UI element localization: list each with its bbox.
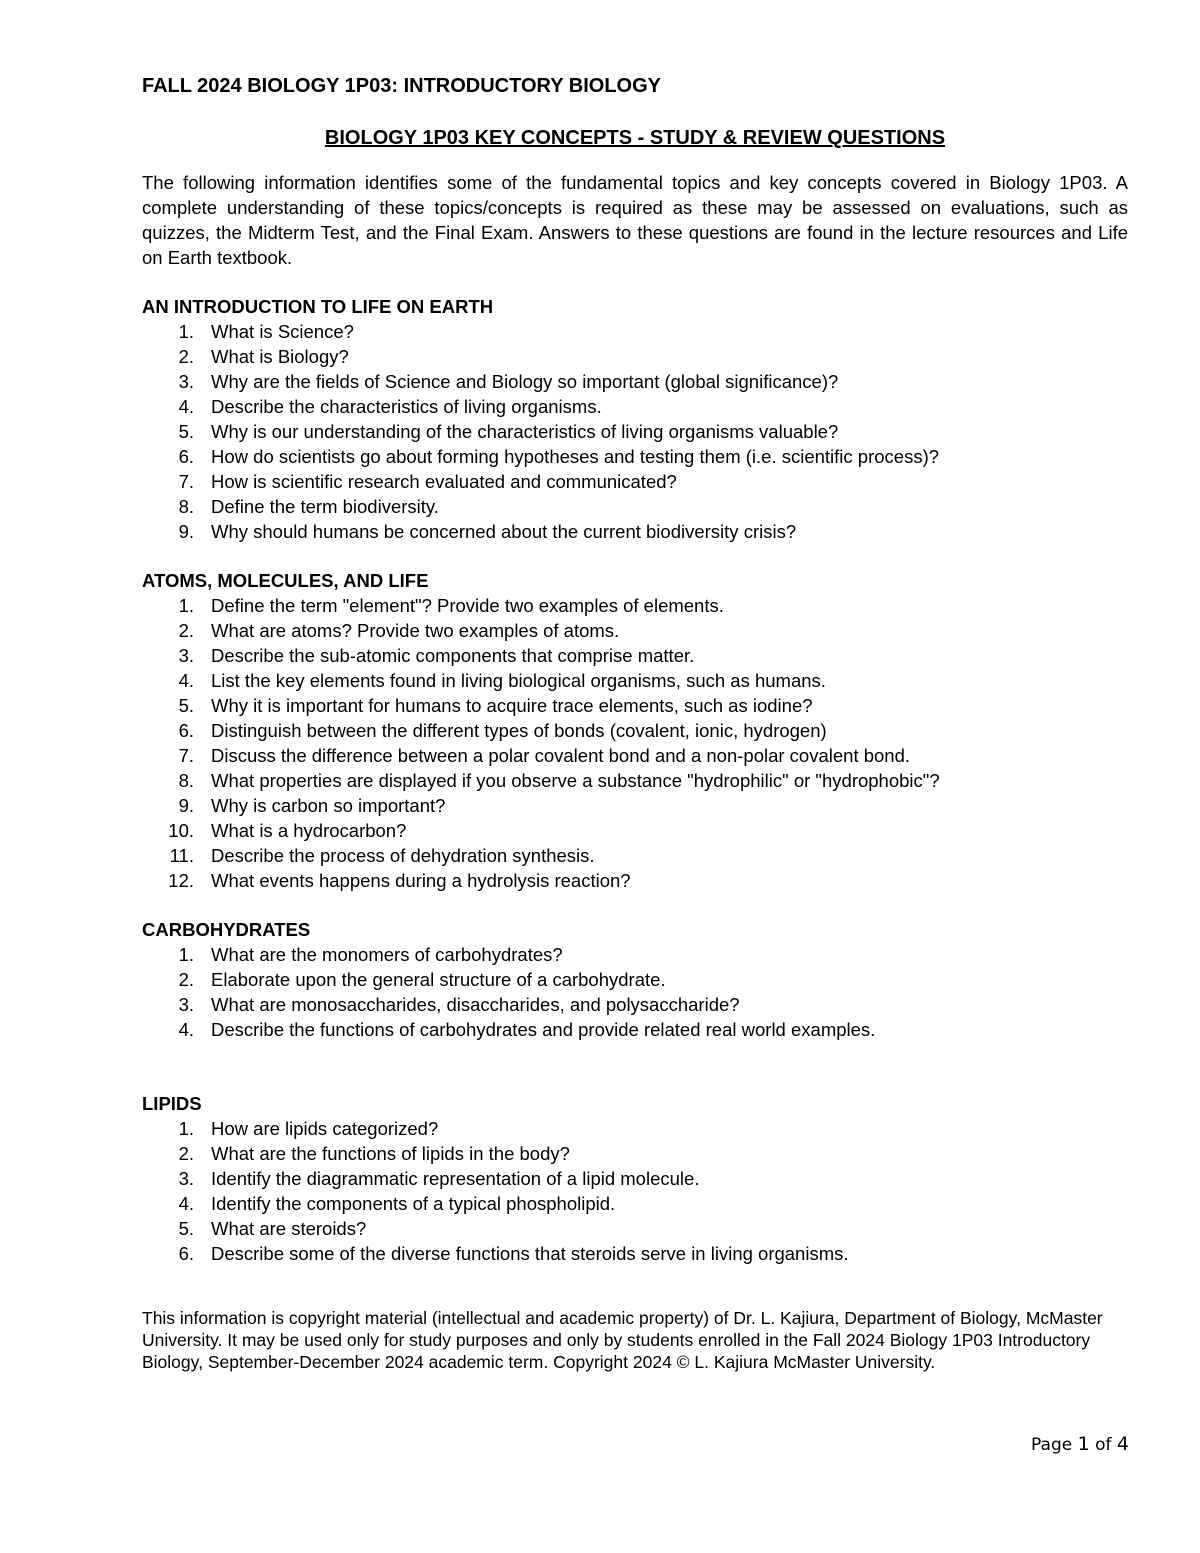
list-item	[142, 693, 1128, 718]
question-number: 10.	[168, 820, 194, 841]
question-text: Why is our understanding of the characteristics of living organisms valuable?	[211, 421, 839, 442]
question-text: What is Science?	[211, 321, 354, 342]
list-item	[142, 768, 1128, 793]
question-number: 6.	[178, 1243, 194, 1264]
question-text: What is a hydrocarbon?	[211, 820, 407, 841]
question-number: 2.	[178, 346, 194, 367]
list-item	[142, 369, 1128, 394]
list-item	[142, 1141, 1128, 1166]
list-item	[142, 743, 1128, 768]
page-number: 1	[1077, 1433, 1090, 1455]
question-number: 4.	[178, 670, 194, 691]
list-item	[142, 519, 1128, 544]
question-number: 2.	[178, 620, 194, 641]
question-text: Describe the characteristics of living organisms.	[211, 396, 602, 417]
question-text: Identify the diagrammatic representation of a lipid molecule.	[211, 1168, 700, 1189]
question-text: What are monosaccharides, disaccharides, and polysaccharide?	[211, 994, 740, 1015]
question-text: How is scientific research evaluated and communicated?	[211, 471, 677, 492]
question-number: 1.	[178, 321, 194, 342]
document-title: FALL 2024 BIOLOGY 1P03: INTRODUCTORY BIOLOGY	[142, 75, 662, 97]
question-text: Elaborate upon the general structure of a carbohydrate.	[211, 969, 666, 990]
section-heading: ATOMS, MOLECULES, AND LIFE	[142, 570, 429, 591]
question-text: Distinguish between the different types of bonds (covalent, ionic, hydrogen)	[211, 720, 827, 741]
question-number: 4.	[178, 1019, 194, 1040]
question-text: Discuss the difference between a polar covalent bond and a non-polar covalent bond.	[211, 745, 911, 766]
question-text: What are atoms? Provide two examples of atoms.	[211, 620, 620, 641]
question-number: 3.	[178, 1168, 194, 1189]
question-list	[142, 942, 1128, 1042]
question-number: 1.	[178, 1118, 194, 1139]
list-item	[142, 344, 1128, 369]
question-number: 3.	[178, 371, 194, 392]
question-list	[142, 319, 1128, 544]
list-item	[142, 868, 1128, 893]
intro-paragraph: The following information identifies some of the fundamental topics and key concepts covered in Biology 1P03. A complete understanding of these topics/concepts is required as these may be assessed on evaluations, such as quizzes, the Midterm Test, and the Final Exam. Answers to these questions are found in the lecture resources and Life on Earth textbook.	[142, 172, 1128, 268]
page-total: 4	[1116, 1433, 1129, 1455]
question-text: What is Biology?	[211, 346, 349, 367]
question-number: 7.	[178, 471, 194, 492]
of-label: of	[1095, 1435, 1112, 1455]
question-text: What events happens during a hydrolysis reaction?	[211, 870, 631, 891]
list-item	[142, 1166, 1128, 1191]
question-number: 3.	[178, 994, 194, 1015]
question-number: 2.	[178, 1143, 194, 1164]
question-text: How are lipids categorized?	[211, 1118, 439, 1139]
question-number: 5.	[178, 695, 194, 716]
question-text: Identify the components of a typical phospholipid.	[211, 1193, 616, 1214]
section-heading: CARBOHYDRATES	[142, 919, 311, 940]
list-item	[142, 942, 1128, 967]
question-text: List the key elements found in living biological organisms, such as humans.	[211, 670, 826, 691]
question-number: 9.	[178, 521, 194, 542]
list-item	[142, 419, 1128, 444]
question-number: 8.	[178, 770, 194, 791]
list-item	[142, 793, 1128, 818]
question-text: How do scientists go about forming hypotheses and testing them (i.e. scientific process)?	[211, 446, 940, 467]
copyright-notice: This information is copyright material (intellectual and academic property) of Dr. L. Kajiura, Department of Biology, McMaster University. It may be used only for study purposes and only by students enrolled in the Fall 2024 Biology 1P03 Introductory Biology, September-December 2024 academic term. Copyright 2024 © L. Kajiura McMaster University.	[142, 1308, 1103, 1372]
question-text: Why are the fields of Science and Biology so important (global significance)?	[211, 371, 839, 392]
section-intro-life	[142, 294, 1128, 544]
question-text: Define the term "element"? Provide two examples of elements.	[211, 595, 724, 616]
question-number: 7.	[178, 745, 194, 766]
list-item	[142, 818, 1128, 843]
page-label: Page	[1031, 1435, 1073, 1455]
question-number: 8.	[178, 496, 194, 517]
list-item	[142, 718, 1128, 743]
question-number: 6.	[178, 446, 194, 467]
question-text: Why is carbon so important?	[211, 795, 446, 816]
question-number: 5.	[178, 421, 194, 442]
list-item	[142, 1116, 1128, 1141]
question-number: 5.	[178, 1218, 194, 1239]
question-number: 12.	[168, 870, 194, 891]
question-text: Describe the sub-atomic components that comprise matter.	[211, 645, 695, 666]
document-subtitle: BIOLOGY 1P03 KEY CONCEPTS - STUDY & REVIEW QUESTIONS	[324, 127, 946, 149]
list-item	[142, 967, 1128, 992]
section-heading: LIPIDS	[142, 1093, 202, 1114]
question-text: What properties are displayed if you observe a substance "hydrophilic" or "hydrophobic"?	[211, 770, 940, 791]
question-text: Why it is important for humans to acquire trace elements, such as iodine?	[211, 695, 813, 716]
page-footer	[1031, 1432, 1129, 1457]
question-text: What are the monomers of carbohydrates?	[211, 944, 563, 965]
list-item	[142, 494, 1128, 519]
question-text: What are steroids?	[211, 1218, 367, 1239]
question-list	[142, 1116, 1128, 1266]
list-item	[142, 469, 1128, 494]
question-number: 3.	[178, 645, 194, 666]
list-item	[142, 1191, 1128, 1216]
section-heading: AN INTRODUCTION TO LIFE ON EARTH	[142, 296, 494, 317]
list-item	[142, 1241, 1128, 1266]
list-item	[142, 394, 1128, 419]
question-text: Define the term biodiversity.	[211, 496, 439, 517]
question-list	[142, 593, 1128, 893]
list-item	[142, 618, 1128, 643]
list-item	[142, 1216, 1128, 1241]
question-text: Describe the process of dehydration synthesis.	[211, 845, 595, 866]
list-item	[142, 668, 1128, 693]
document-page	[142, 70, 1128, 1373]
question-number: 4.	[178, 396, 194, 417]
question-number: 9.	[178, 795, 194, 816]
list-item	[142, 319, 1128, 344]
section-carbohydrates	[142, 917, 1128, 1042]
question-number: 4.	[178, 1193, 194, 1214]
question-text: Why should humans be concerned about the current biodiversity crisis?	[211, 521, 797, 542]
list-item	[142, 992, 1128, 1017]
list-item	[142, 444, 1128, 469]
question-number: 1.	[178, 944, 194, 965]
list-item	[142, 643, 1128, 668]
question-number: 1.	[178, 595, 194, 616]
list-item	[142, 593, 1128, 618]
section-atoms-molecules	[142, 568, 1128, 893]
question-text: Describe some of the diverse functions that steroids serve in living organisms.	[211, 1243, 849, 1264]
section-lipids	[142, 1091, 1128, 1266]
question-number: 11.	[169, 845, 194, 866]
question-number: 2.	[178, 969, 194, 990]
question-text: Describe the functions of carbohydrates and provide related real world examples.	[211, 1019, 876, 1040]
question-number: 6.	[178, 720, 194, 741]
list-item	[142, 1017, 1128, 1042]
question-text: What are the functions of lipids in the body?	[211, 1143, 570, 1164]
list-item	[142, 843, 1128, 868]
